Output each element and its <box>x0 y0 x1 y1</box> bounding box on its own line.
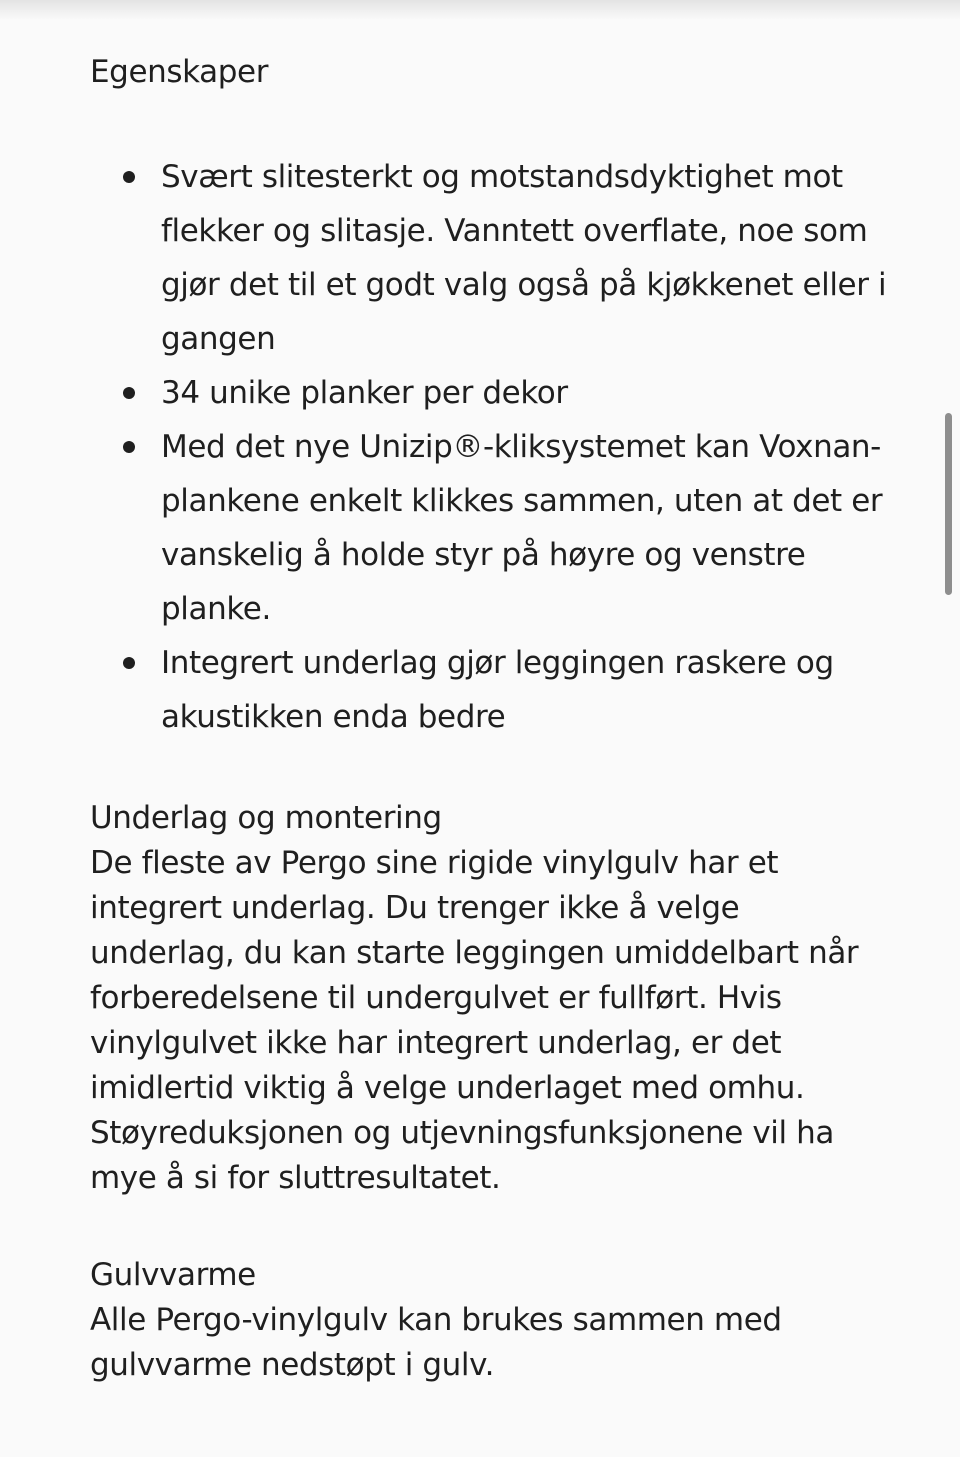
bullet-icon <box>123 387 135 399</box>
list-item-text: 34 unike planker per dekor <box>161 375 568 411</box>
features-list <box>90 150 890 744</box>
scrollbar-thumb[interactable] <box>945 413 952 595</box>
list-item-text: Integrert underlag gjør leggingen raskere og akustikken enda bedre <box>161 645 834 735</box>
list-item <box>90 366 890 420</box>
underlay-heading: Underlag og montering <box>90 800 442 836</box>
heating-body: Alle Pergo-vinylgulv kan brukes sammen med gulvvarme nedstøpt i gulv. <box>90 1302 782 1383</box>
bullet-icon <box>123 657 135 669</box>
product-description <box>90 48 890 1388</box>
underlay-body: De fleste av Pergo sine rigide vinylgulv har et integrert underlag. Du trenger ikke å velge underlag, du kan starte leggingen umiddelbart når forberedelsene til undergulvet er fullført. Hvis vinylgulvet ikke har integrert underlag, er det imidlertid viktig å velge underlaget med omhu. Støyreduksjonen og utjevningsfunksjonene vil ha mye å si for sluttresultatet. <box>90 845 859 1196</box>
list-item <box>90 420 890 636</box>
heating-section <box>90 1253 890 1388</box>
heating-heading: Gulvvarme <box>90 1257 256 1293</box>
list-item-text: Med det nye Unizip®-kliksystemet kan Voxnan-plankene enkelt klikkes sammen, uten at det er vanskelig å holde styr på høyre og venstre planke. <box>161 429 883 627</box>
list-item <box>90 150 890 366</box>
features-heading: Egenskaper <box>90 54 269 90</box>
list-item-text: Svært slitesterkt og motstandsdyktighet mot flekker og slitasje. Vanntett overflate, noe som gjør det til et godt valg også på kjøkkenet eller i gangen <box>161 159 887 357</box>
underlay-section <box>90 796 890 1201</box>
top-shadow <box>0 0 960 20</box>
list-item <box>90 636 890 744</box>
bullet-icon <box>123 441 135 453</box>
bullet-icon <box>123 171 135 183</box>
